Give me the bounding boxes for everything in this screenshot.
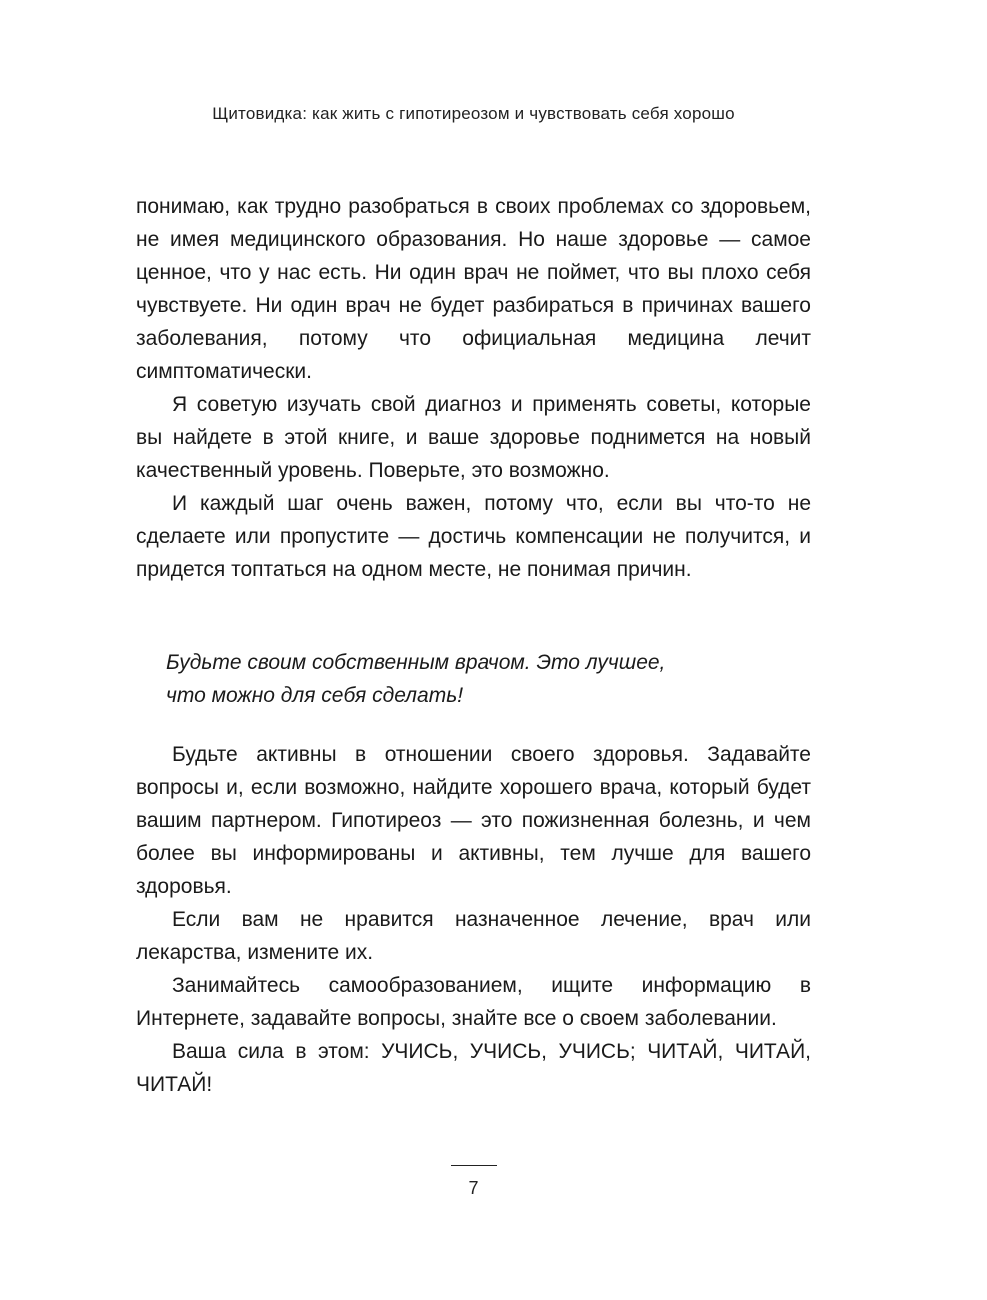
paragraph: Будьте активны в отношении своего здоровья. Задавайте вопросы и, если возможно, найдите хорошего врача, который будет вашим партнером. Гипотиреоз — это пожизненная болезнь, и чем более вы информированы и активны, тем лучше для вашего здоровья. bbox=[136, 743, 811, 898]
paragraph: Занимайтесь самообразованием, ищите информацию в Интернете, задавайте вопросы, знайте все о своем заболевании. bbox=[136, 974, 811, 1030]
paragraph: Я советую изучать свой диагноз и применять советы, которые вы найдете в этой книге, и ваше здоровье поднимется на новый качественный уровень. Поверьте, это возможно. bbox=[136, 393, 811, 482]
paragraph: Ваша сила в этом: УЧИСЬ, УЧИСЬ, УЧИСЬ; ЧИТАЙ, ЧИТАЙ, ЧИТАЙ! bbox=[136, 1040, 811, 1096]
paragraph: И каждый шаг очень важен, потому что, если вы что-то не сделаете или пропустите — достичь компенсации не получится, и придется топтаться на одном месте, не понимая причин. bbox=[136, 492, 811, 581]
pull-quote bbox=[166, 646, 806, 712]
body-text-top bbox=[136, 190, 811, 586]
pull-quote-line: Будьте своим собственным врачом. Это лучшее, bbox=[166, 651, 666, 674]
paragraph: понимаю, как трудно разобраться в своих проблемах со здоровьем, не имея медицинского образования. Но наше здоровье — самое ценное, что у нас есть. Ни один врач не поймет, что вы плохо себя чувствуете. Ни один врач не будет разбираться в причинах вашего заболевания, потому что официальная медицина лечит симптоматически. bbox=[136, 195, 811, 383]
running-header: Щитовидка: как жить с гипотиреозом и чувствовать себя хорошо bbox=[212, 104, 735, 123]
paragraph: Если вам не нравится назначенное лечение, врач или лекарства, измените их. bbox=[136, 908, 811, 964]
body-text-bottom bbox=[136, 738, 811, 1101]
pull-quote-line: что можно для себя сделать! bbox=[166, 684, 464, 707]
page-number: 7 bbox=[468, 1178, 479, 1198]
footer-rule bbox=[451, 1165, 497, 1166]
